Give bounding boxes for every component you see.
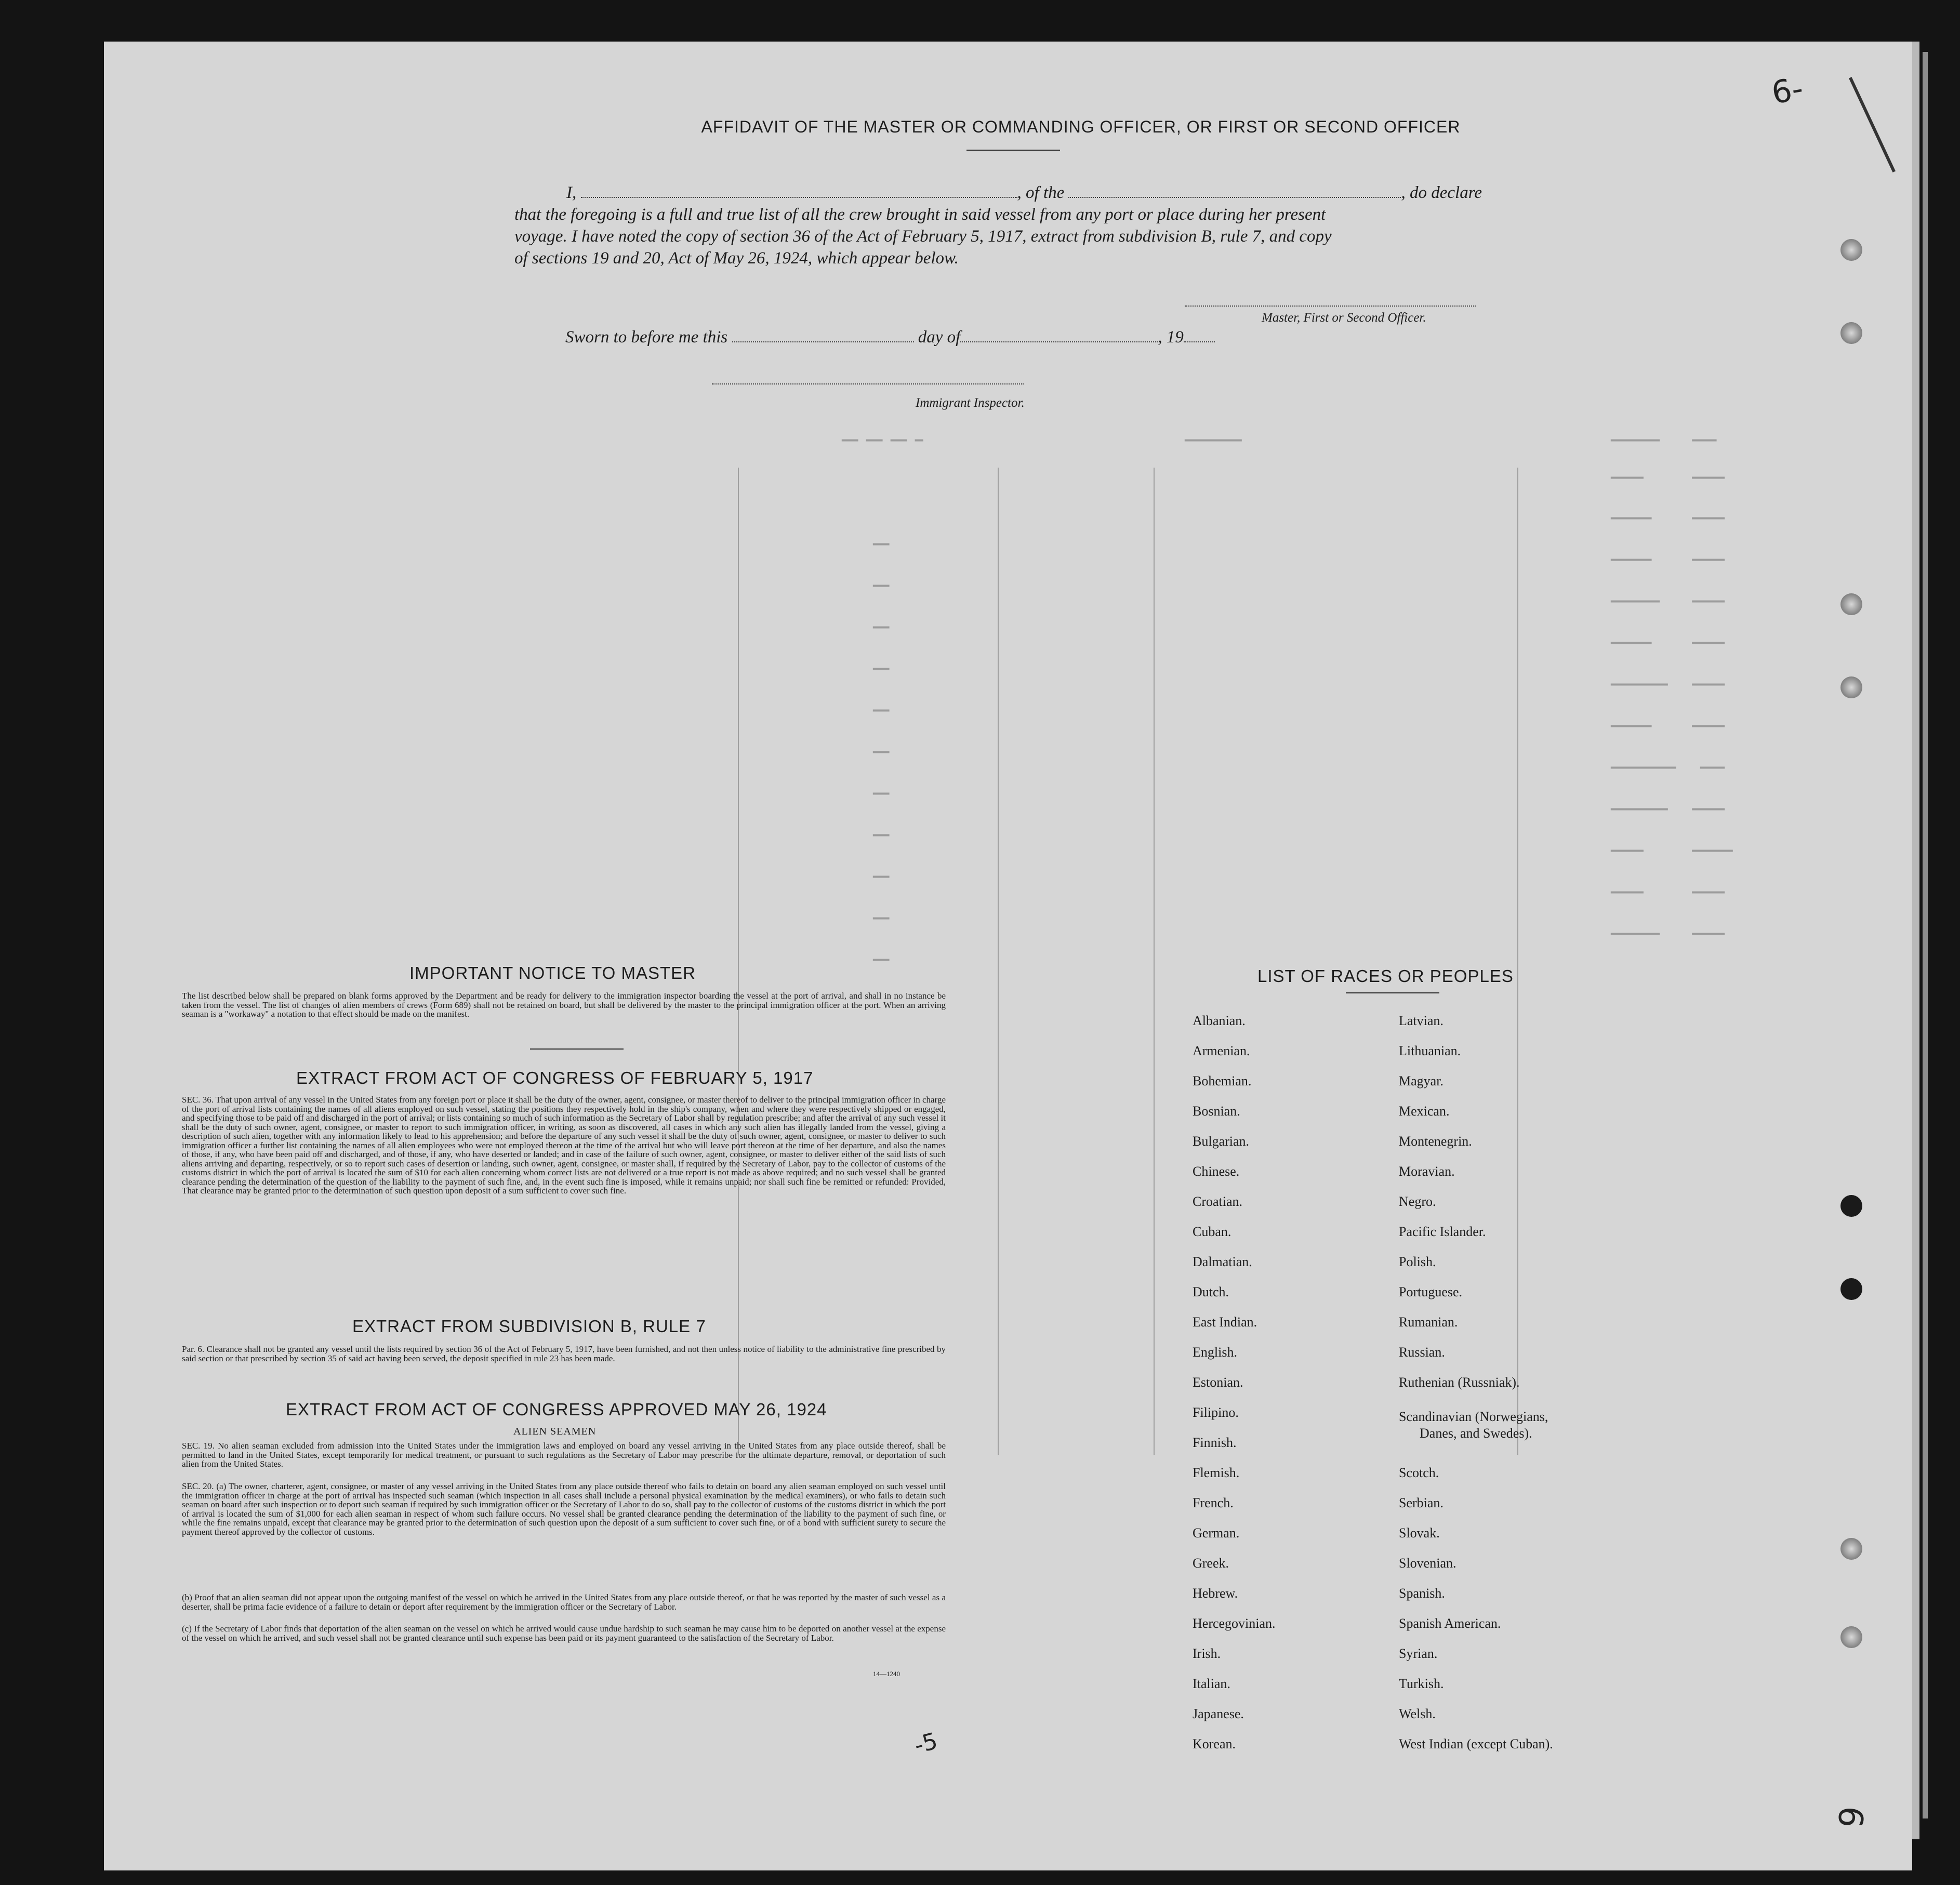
punch-hole bbox=[1840, 1538, 1862, 1560]
extract-1924-subtitle: ALIEN SEAMEN bbox=[513, 1426, 597, 1437]
affidavit-declaration bbox=[514, 182, 1616, 269]
notice-text: The list described below shall be prepared on blank forms approved by the Department and be ready for delivery to the immigration inspector boarding the vessel at the port of arrival, and shall in no instance be taken from the vessel. The list of changes of alien members of crews (Form 689) shall not be retained on board, but shall be delivered by the master to the principal immigration officer at the port. When an arriving seaman is a "workaway" a notation to that effect should be made on the manifest. bbox=[182, 991, 946, 1019]
extract-rule7-text: Par. 6. Clearance shall not be granted any vessel until the lists required by section 36 of the Act of February 5, 1917, have been furnished, and not then unless notice of liability to the administrative fine prescribed by said section or that prescribed by section 35 of said act having been served, the deposit specified in rule 23 has been made. bbox=[182, 1344, 946, 1363]
race-item: Mexican. bbox=[1399, 1104, 1450, 1119]
race-item: Slovenian. bbox=[1399, 1556, 1456, 1571]
sworn-prefix: Sworn to before me this bbox=[565, 328, 728, 347]
declaration-body-line: that the foregoing is a full and true list of all the crew brought in said vessel from any port or place during her present bbox=[514, 205, 1326, 224]
race-item: Pacific Islander. bbox=[1399, 1224, 1486, 1239]
race-item: Spanish. bbox=[1399, 1586, 1445, 1601]
sworn-line bbox=[565, 326, 1215, 348]
race-item: Moravian. bbox=[1399, 1164, 1455, 1179]
page-edge bbox=[1912, 42, 1919, 1839]
race-item: Turkish. bbox=[1399, 1676, 1444, 1691]
race-item: Syrian. bbox=[1399, 1646, 1438, 1661]
master-caption: Master, First or Second Officer. bbox=[1262, 311, 1426, 325]
extract-1924-sec20c: (c) If the Secretary of Labor finds that deportation of the alien seaman on the vessel on which he arrived would cause undue hardship to such seaman he may cause him to be deported on another vessel at the expense of the vessel on which he arrived, and such vessel shall not be granted clearance until such expense has been paid or its payment guaranteed to the satisfaction of the Secretary of Labor. bbox=[182, 1624, 946, 1643]
inspector-signature-line[interactable] bbox=[712, 383, 1024, 384]
race-item: Spanish American. bbox=[1399, 1616, 1501, 1631]
race-item: Hebrew. bbox=[1193, 1586, 1238, 1601]
vessel-name-field[interactable] bbox=[1068, 197, 1401, 198]
corner-handwriting: 6- bbox=[1769, 70, 1806, 112]
pen-stroke bbox=[1849, 77, 1896, 172]
declarant-name-field[interactable] bbox=[581, 197, 1017, 198]
races-right-column bbox=[1399, 1013, 1711, 1813]
race-item: Bohemian. bbox=[1193, 1073, 1252, 1088]
race-item: Bulgarian. bbox=[1193, 1134, 1250, 1149]
race-item: East Indian. bbox=[1193, 1315, 1257, 1330]
inspector-caption: Immigrant Inspector. bbox=[916, 396, 1025, 410]
race-item: Portuguese. bbox=[1399, 1284, 1463, 1299]
sworn-year-field[interactable] bbox=[1184, 341, 1215, 342]
race-item: Latvian. bbox=[1399, 1013, 1443, 1028]
race-item: Danes, and Swedes). bbox=[1420, 1426, 1532, 1441]
race-item: Croatian. bbox=[1193, 1194, 1243, 1209]
extract-rule7-title: EXTRACT FROM SUBDIVISION B, RULE 7 bbox=[352, 1317, 706, 1336]
race-item: Welsh. bbox=[1399, 1706, 1436, 1721]
race-item: Italian. bbox=[1193, 1676, 1230, 1691]
race-item: Irish. bbox=[1193, 1646, 1221, 1661]
punch-hole bbox=[1840, 1195, 1862, 1217]
sworn-month-field[interactable] bbox=[960, 341, 1158, 342]
race-item: Ruthenian (Russniak). bbox=[1399, 1375, 1520, 1390]
race-item: Estonian. bbox=[1193, 1375, 1243, 1390]
extract-1924-sec20a: SEC. 20. (a) The owner, charterer, agent, consignee, or master of any vessel arriving in the United States from any place outside thereof who fails to detain on board any alien seaman employed on such vessel until the immigration officer in charge at the port of arrival has inspected such seaman (which inspection in all cases shall include a personal physical examination by the medical examiners), or who fails to detain such seaman on board after such inspection or to deport such seaman if required by such immigration officer or the Secretary of Labor to do so, shall pay to the collector of customs of the customs district in which the port of arrival is located the sum of $1,000 for each alien seaman in respect of whom such failure occurs. No vessel shall be granted clearance pending the determination of the liability to the payment of such fine, or while the fine remains unpaid, except that clearance may be granted prior to the determination of such question upon the deposit of a sum sufficient to cover such fine, or of a bond with sufficient surety to secure the payment thereof approved by the collector of customs. bbox=[182, 1481, 946, 1537]
sworn-day-field[interactable] bbox=[732, 341, 914, 342]
races-title: LIST OF RACES OR PEOPLES bbox=[1257, 966, 1514, 986]
sworn-year-label: , 19 bbox=[1158, 328, 1184, 347]
master-signature-line[interactable] bbox=[1185, 306, 1476, 307]
title-rule bbox=[966, 150, 1060, 151]
declaration-prefix: I, bbox=[566, 183, 577, 202]
race-item: Scandinavian (Norwegians, bbox=[1399, 1409, 1548, 1424]
race-item: Lithuanian. bbox=[1399, 1043, 1461, 1058]
race-item: Armenian. bbox=[1193, 1043, 1250, 1058]
extract-1917-text: SEC. 36. That upon arrival of any vessel in the United States from any foreign port or place it shall be the duty of the owner, agent, consignee, or master thereof to deliver to the principal immigration officer in charge of the port of arrival lists containing the names of all aliens employed on such vessel, stating the positions they respectively hold in the ship's company, when and where they were respectively shipped or engaged, and specifying those to be paid off and discharged in the port of arrival; or lists containing so much of such information as the Secretary of Labor shall by regulation prescribe; and after the arrival of any such vessel it shall be the duty of such owner, agent, consignee, or master to report to such immigration officer, in writing, as soon as discovered, all cases in which any such alien has illegally landed from the vessel, giving a description of such alien, together with any information likely to lead to his apprehension; and before the departure of any such vessel it shall be the duty of such owner, agent, consignee, or master to deliver to such immigration officer a further list containing the names of all alien employees who were not employed thereon at the time of the arrival but who will leave port thereon at the time of her departure, and also the names of those, if any, who have been paid off and discharged, and of those, if any, who have deserted or landed; and in case of the failure of such owner, agent, consignee, or master to deliver either of the said lists of such aliens arriving and departing, respectively, or so to report such cases of desertion or landing, such owner, agent, consignee, or master shall, if required by the Secretary of Labor, pay to the collector of customs of the customs district in which the port of arrival is located the sum of $10 for each alien concerning whom correct lists are not delivered or a true report is not made as above required; and no such vessel shall be granted clearance pending the determination of the question of the liability to the payment of such fine, and, in the event such fine is imposed, while it remains unpaid; nor shall such fine be remitted or refunded: Provided, That clearance may be granted prior to the determination of such question upon deposit of a sum sufficient to cover such fine. bbox=[182, 1095, 946, 1196]
race-item: Dalmatian. bbox=[1193, 1254, 1252, 1269]
race-item: Negro. bbox=[1399, 1194, 1436, 1209]
race-item: West Indian (except Cuban). bbox=[1399, 1736, 1553, 1751]
document-page: ▁▁▁▁▁▁ ▁▁▁ ▁▁▁▁▁▁▁ ▁▁ ▁▁ ▁▁ ▁ ▁▁▁▁ ▁▁▁▁ ▁▁▁▁▁ ▁▁▁▁ ▁▁▁▁▁ ▁▁▁▁ ▁▁▁▁▁▁ ▁▁▁▁ ▁▁▁▁▁ ▁▁▁▁ ▁▁▁▁▁▁▁ ▁▁▁▁ ▁▁▁▁▁ ▁▁▁▁ ▁▁▁▁▁▁▁▁ ▁▁▁ ▁▁▁▁▁▁▁ ▁▁▁▁ ▁▁▁▁ ▁▁▁▁▁ ▁▁▁▁ ▁▁▁▁ ▁▁▁▁▁▁ ▁▁▁▁ ▁▁ ▁▁ ▁▁ ▁▁ ▁▁ ▁▁ ▁▁ ▁▁ ▁▁ ▁▁ ▁▁ AFFIDAVIT OF THE MASTER OR COMMANDING OFFICER, OR FIRST OR SECOND OFFICER I, , of the , do declare that the foregoing is a full and true list of all the crew brought in said vessel from any port or place during her present voyage. I have noted the copy of section 36 of the Act of February 5, 1917, extract from subdivision B, rule 7, and copy of sections 19 and 20, Act of May 26, 1924, which appear below. Master, First or Second Officer. Sworn to before me this day of , 19 Immigrant Inspector. IMPORTANT NOTICE TO MASTER The list described below shall be prepared on blank forms approved by the Department and be ready for delivery to the immigration inspector boarding the vessel at the port of arrival, and shall in no instance be taken from the vessel. The list of changes of alien members of crews (Form 689) shall not be retained on board, but shall be delivered by the master to the principal immigration officer at the port. When an arriving seaman is a "workaway" a notation to that effect should be made on the manifest. EXTRACT FROM ACT OF CONGRESS OF FEBRUARY 5, 1917 SEC. 36. That upon arrival of any vessel in the United States from any foreign port or place it shall be the duty of the owner, agent, consignee, or master thereof to deliver to the principal immigration officer in charge of the port of arrival lists containing the names of all aliens employed on such vessel, stating the positions they respectively hold in the ship's company, when and where they were respectively shipped or engaged, and specifying those to be paid off and discharged in the port of arrival; or lists containing so much of such information as the Secretary of Labor shall by regulation prescribe; and after the arrival of any such vessel it shall be the duty of such owner, agent, consignee, or master to report to such immigration officer, in writing, as soon as discovered, all cases in which any such alien has illegally landed from the vessel, giving a description of such alien, together with any information likely to lead to his apprehension; and before the departure of any such vessel it shall be the duty of such owner, agent, consignee, or master to deliver to such immigration officer a further list containing the names of all alien employees who were not employed thereon at the time of the arrival but who will leave port thereon at the time of her departure, and also the names of those, if any, who have been paid off and discharged, and of those, if any, who have deserted or landed; and in case of the failure of such owner, agent, consignee, or master to deliver either of the said lists of such aliens arriving and departing, respectively, or so to report such cases of desertion or landing, such owner, agent, consignee, or master shall, if required by the Secretary of Labor, pay to the collector of customs of the customs district in which the port of arrival is located the sum of $10 for each alien concerning whom correct lists are not delivered or a true report is not made as above required; and no such vessel shall be granted clearance pending the determination of the question of the liability to the payment of such fine, and, in the event such fine is imposed, while it remains unpaid; nor shall such fine be remitted or refunded: Provided, That clearance may be granted prior to the determination of such question upon deposit of a sum sufficient to cover such fine. EXTRACT FROM SUBDIVISION B, RULE 7 Par. 6. Clearance shall not be granted any vessel until the lists required by section 36 of the Act of February 5, 1917, have been furnished, and not then unless notice of liability to the administrative fine prescribed by said section or that prescribed by section 35 of said act having been served, the deposit specified in rule 23 has been made. EXTRACT FROM ACT OF CONGRESS APPROVED MAY 26, 1924 ALIEN SEAMEN SEC. 19. No alien seaman excluded from admission into the United States under the immigration laws and employed on board any vessel arriving in the United States from any place outside thereof, shall be permitted to land in the United States, except temporarily for medical treatment, or pursuant to such regulations as the Secretary of Labor may prescribe for the ultimate departure, removal, or deportation of such alien from the United States. SEC. 20. (a) The owner, charterer, agent, consignee, or master of any vessel arriving in the United States from any place outside thereof who fails to detain on board any alien seaman employed on such vessel until the immigration officer in charge at the port of arrival has inspected such seaman (which inspection in all cases shall include a personal physical examination by the medical examiners), or who fails to detain such seaman on board after such inspection or to deport such seaman if required by such immigration officer or the Secretary of Labor to do so, shall pay to the collector of customs of the customs district in which the port of arrival is located the sum of $1,000 for each alien seaman in respect of whom such failure occurs. No vessel shall be granted clearance pending the determination of the liability to the payment of such fine, or while the fine remains unpaid, except that clearance may be granted prior to the determination of such question upon the deposit of a sum sufficient to cover such fine, or of a bond with sufficient surety to secure the payment thereof approved by the collector of customs. (b) Proof that an alien seaman did not appear upon the outgoing manifest of the vessel on which he arrived in the United States from any place outside thereof, or that he was reported by the master of such vessel as a deserter, shall be prima facie evidence of a failure to detain or deport after requirement by the immigration officer or the Secretary of Labor. (c) If the Secretary of Labor finds that deportation of the alien seaman on the vessel on which he arrived would cause undue hardship to such seaman he may cause him to be deported on another vessel at the expense of the vessel on which he arrived, and such vessel shall not be granted clearance until such expense has been paid or its payment guaranteed to the satisfaction of the Secretary of Labor. 14—1240 LIST OF RACES OR PEOPLES Albanian. Armenian. Bohemian. Bosnian. Bulgarian. Chinese. Croatian. Cuban. Dalmatian. Dutch. East Indian. English. Estonian. Filipino. Finnish. Flemish. French. German. Greek. Hebrew. Hercegovinian. Irish. Italian. Japanese. Korean. Latvian. Lithuanian. Magyar. Mexican. Montenegrin. Moravian. Negro. Pacific Islander. Polish. Portuguese. Rumanian. Russian. Ruthenian (Russniak). Scandinavian (Norwegians, Danes, and Swedes). Scotch. Serbian. Slovak. Slovenian. Spanish. Spanish American. Syrian. Turkish. Welsh. West Indian (except Cuban). 6- -5 6 bbox=[104, 42, 1912, 1870]
punch-hole bbox=[1840, 322, 1862, 344]
race-item: English. bbox=[1193, 1345, 1237, 1360]
race-item: Japanese. bbox=[1193, 1706, 1244, 1721]
race-item: Flemish. bbox=[1193, 1465, 1240, 1480]
races-left-column bbox=[1193, 1013, 1400, 1813]
race-item: Filipino. bbox=[1193, 1405, 1239, 1420]
race-item: Magyar. bbox=[1399, 1073, 1443, 1088]
race-item: Russian. bbox=[1399, 1345, 1445, 1360]
declaration-body-line: voyage. I have noted the copy of section 36 of the Act of February 5, 1917, extract from subdivision B, rule 7, and copy bbox=[514, 227, 1332, 246]
race-item: Bosnian. bbox=[1193, 1104, 1240, 1119]
race-item: Greek. bbox=[1193, 1556, 1229, 1571]
declaration-body-line: of sections 19 and 20, Act of May 26, 1924, which appear below. bbox=[514, 249, 959, 268]
bottom-handwriting: -5 bbox=[911, 1728, 941, 1759]
punch-hole bbox=[1840, 676, 1862, 698]
race-item: Chinese. bbox=[1193, 1164, 1240, 1179]
race-item: Finnish. bbox=[1193, 1435, 1237, 1450]
declaration-mid: , of the bbox=[1017, 183, 1065, 202]
extract-1924-title: EXTRACT FROM ACT OF CONGRESS APPROVED MAY 26, 1924 bbox=[286, 1400, 827, 1419]
race-item: Polish. bbox=[1399, 1254, 1436, 1269]
sworn-day-label: day of bbox=[918, 328, 961, 347]
punch-hole bbox=[1840, 593, 1862, 615]
extract-1917-title: EXTRACT FROM ACT OF CONGRESS OF FEBRUARY 5, 1917 bbox=[296, 1068, 814, 1087]
punch-hole bbox=[1840, 239, 1862, 261]
page-handwriting: 6 bbox=[1830, 1804, 1870, 1829]
affidavit-title: AFFIDAVIT OF THE MASTER OR COMMANDING OFFICER, OR FIRST OR SECOND OFFICER bbox=[701, 117, 1461, 136]
page-edge bbox=[1923, 52, 1928, 1818]
extract-1924-sec20b: (b) Proof that an alien seaman did not appear upon the outgoing manifest of the vessel on which he arrived in the United States from any place outside thereof, or that he was reported by the master of such vessel as a deserter, shall be prima facie evidence of a failure to detain or deport after requirement by the immigration officer or the Secretary of Labor. bbox=[182, 1592, 946, 1612]
races-rule bbox=[1346, 992, 1439, 993]
race-item: Serbian. bbox=[1399, 1495, 1443, 1510]
race-item: Montenegrin. bbox=[1399, 1134, 1472, 1149]
punch-hole bbox=[1840, 1278, 1862, 1300]
race-item: Albanian. bbox=[1193, 1013, 1246, 1028]
race-item: Cuban. bbox=[1193, 1224, 1231, 1239]
punch-hole bbox=[1840, 1626, 1862, 1648]
race-item: Rumanian. bbox=[1399, 1315, 1458, 1330]
declaration-line-1 bbox=[514, 182, 1616, 204]
race-item: French. bbox=[1193, 1495, 1234, 1510]
race-item: Hercegovinian. bbox=[1193, 1616, 1276, 1631]
form-number: 14—1240 bbox=[873, 1670, 900, 1678]
race-item: Dutch. bbox=[1193, 1284, 1229, 1299]
race-item: Slovak. bbox=[1399, 1525, 1440, 1541]
extract-1924-sec19: SEC. 19. No alien seaman excluded from admission into the United States under the immigration laws and employed on board any vessel arriving in the United States from any place outside thereof, shall be permitted to land in the United States, except temporarily for medical treatment, or pursuant to such regulations as the Secretary of Labor may prescribe for the ultimate departure, removal, or deportation of such alien from the United States. bbox=[182, 1441, 946, 1469]
race-item: Korean. bbox=[1193, 1736, 1236, 1751]
notice-title: IMPORTANT NOTICE TO MASTER bbox=[409, 963, 696, 983]
race-item: German. bbox=[1193, 1525, 1240, 1541]
notice-rule bbox=[530, 1048, 624, 1050]
declaration-suffix: , do declare bbox=[1401, 183, 1482, 202]
race-item: Scotch. bbox=[1399, 1465, 1439, 1480]
